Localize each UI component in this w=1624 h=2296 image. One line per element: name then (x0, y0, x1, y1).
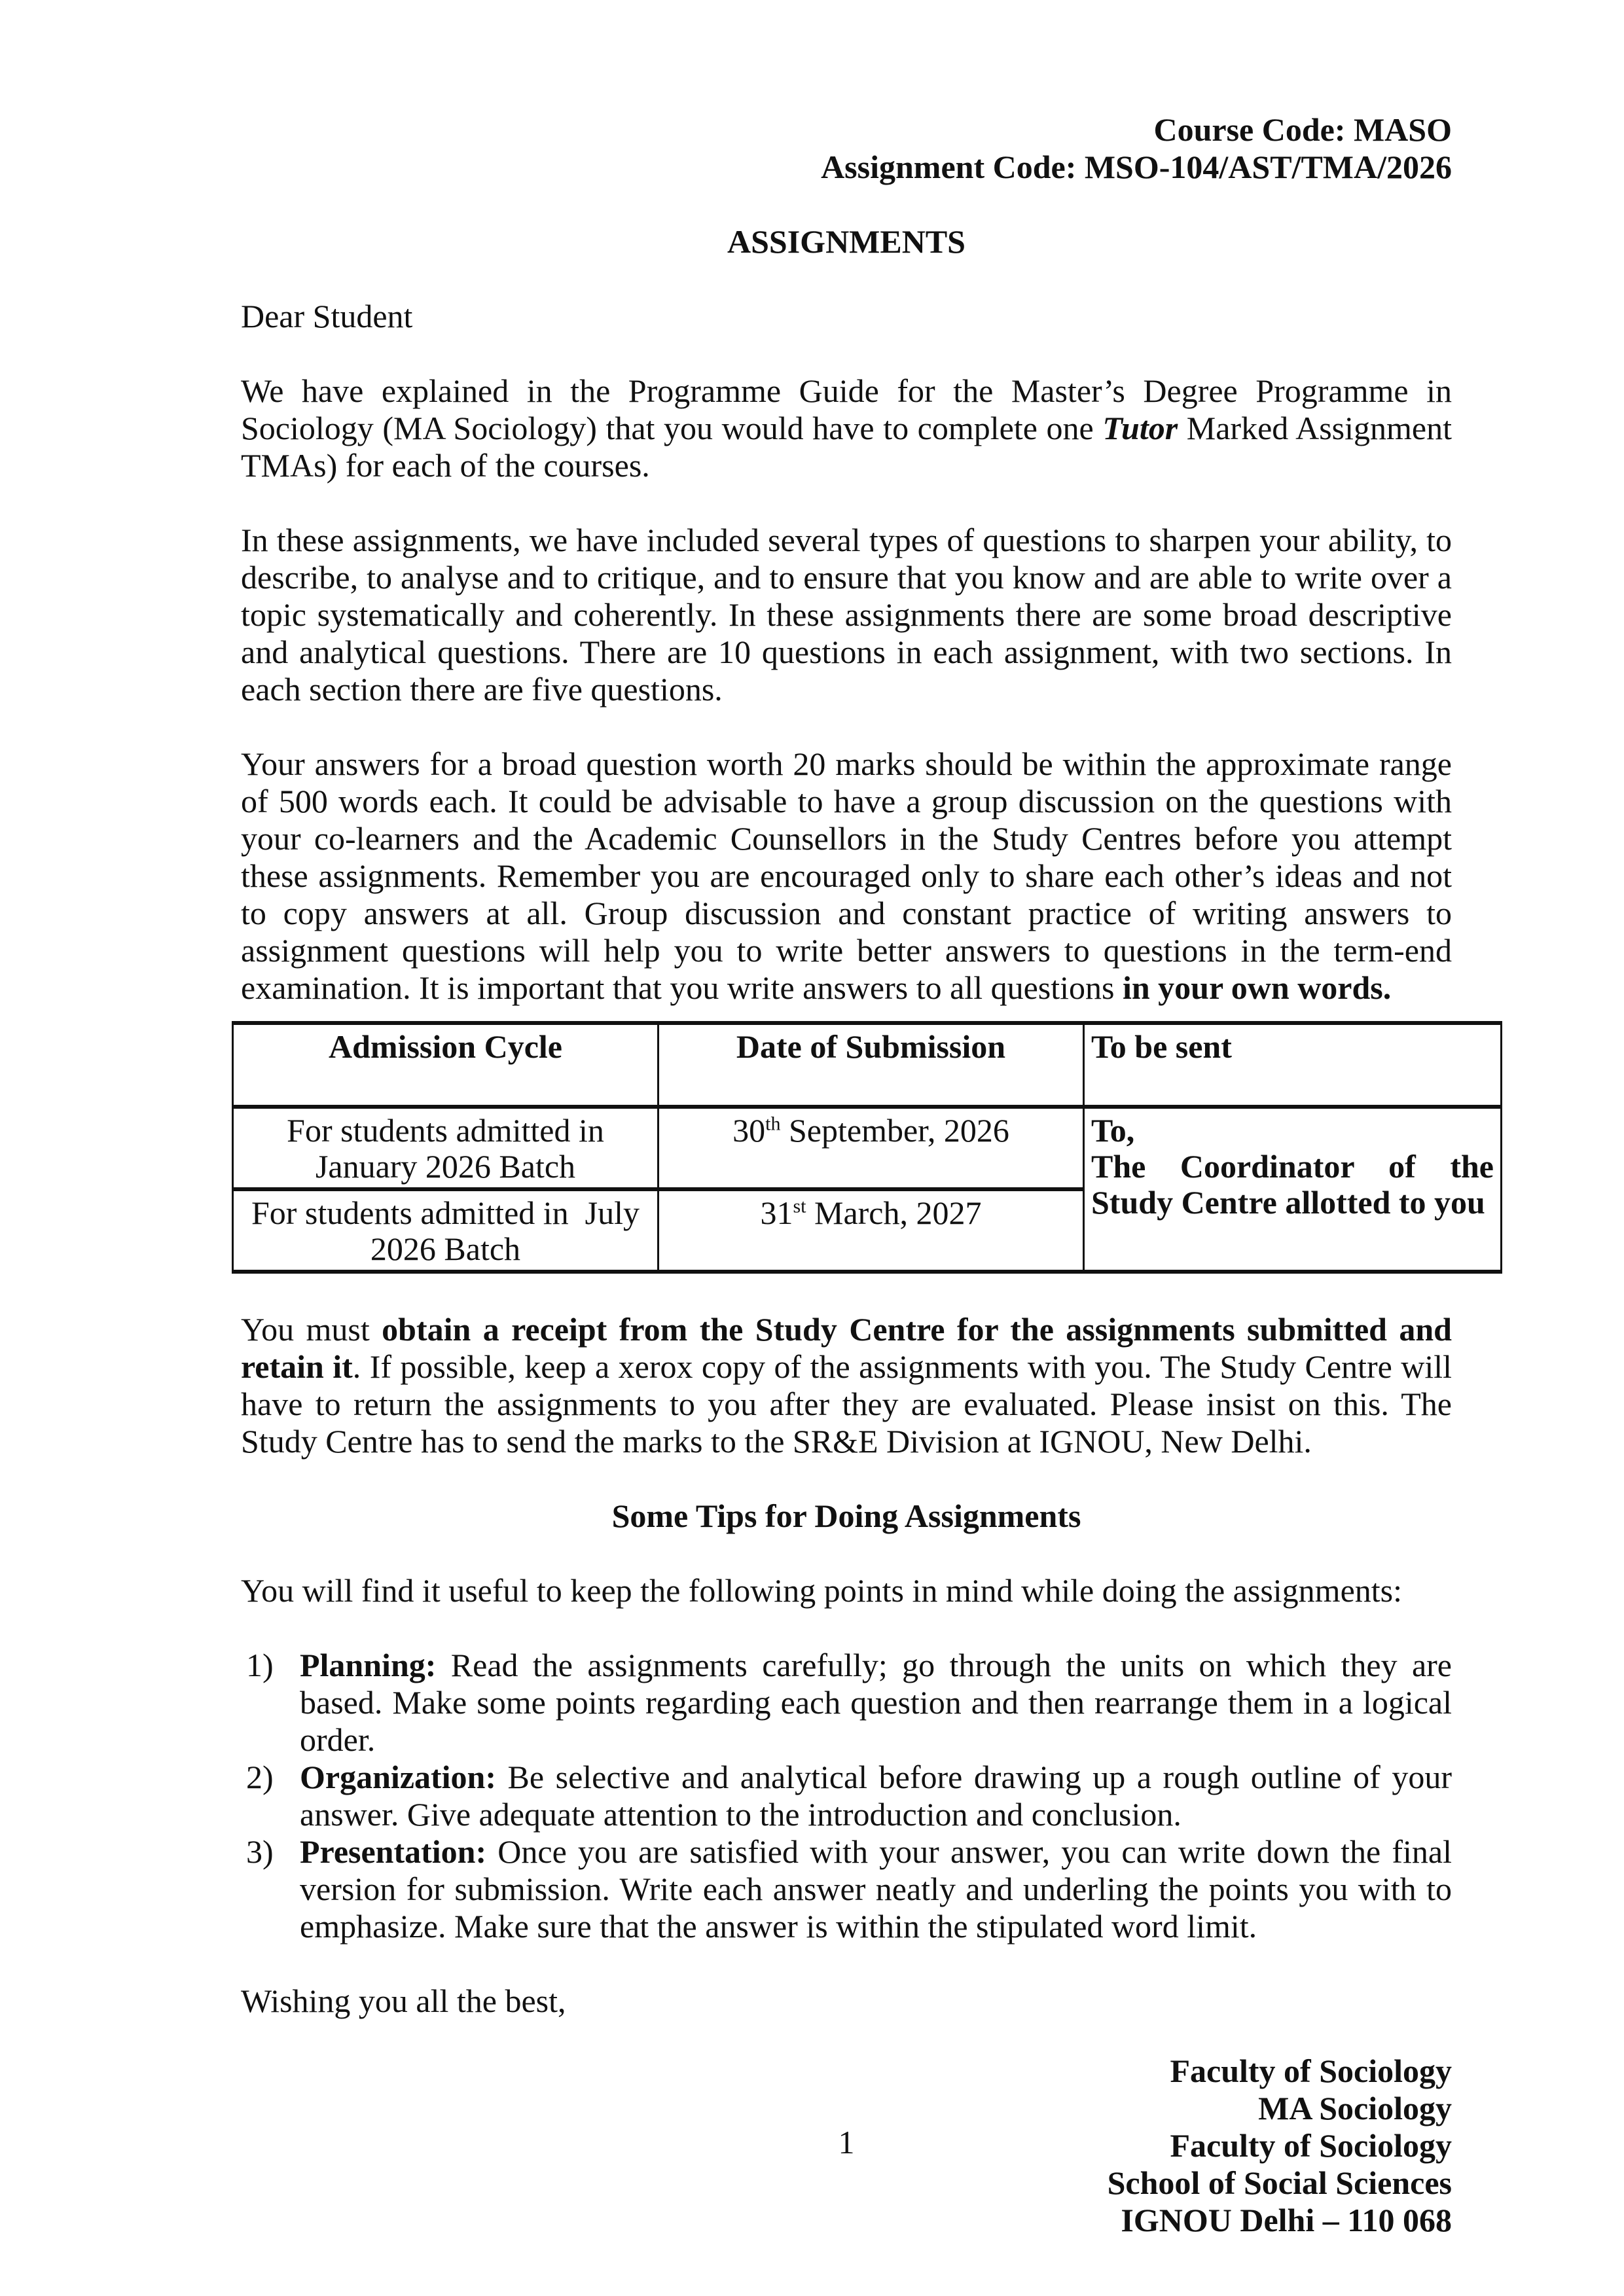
date-ordinal: th (765, 1113, 781, 1135)
document-header (241, 111, 1452, 186)
signature-line: School of Social Sciences (1107, 2164, 1452, 2201)
table-header-row (233, 1023, 1502, 1107)
header-admission-cycle: Admission Cycle (233, 1023, 659, 1107)
tips-intro: You will find it useful to keep the following points in mind while doing the assignments: (241, 1572, 1402, 1609)
date-day: 31 (760, 1194, 793, 1231)
cell-date-march (659, 1189, 1084, 1272)
tip-number: 1) (246, 1647, 274, 1683)
paragraph-answer-guidance: Your answers for a broad question worth 20 marks should be within the approximate range of 500 words each. It could be advisable to have a group discussion on the questions with your co-learners and the Academic Counsellors in the Study Centres before you attempt these assignments. Remember you are encouraged only to share each other’s ideas and not to copy answers at all. Group discussion and constant practice of writing answers to assignment questions will help you to write better answers to questions in the term-end examination. It is important that you write answers to all questions in your own words. (241, 745, 1452, 1006)
tips-heading: Some Tips for Doing Assignments (611, 1498, 1081, 1534)
tip-item-presentation (241, 1833, 1452, 1945)
tip-number: 3) (246, 1833, 274, 1870)
signature-line: Faculty of Sociology (1170, 2127, 1452, 2164)
tip-text: Organization: Be selective and analytical before drawing up a rough outline of your answer. Give adequate attention to the introduction and conclusion. (300, 1759, 1452, 1833)
header-to-be-sent: To be sent (1084, 1023, 1502, 1107)
date-rest: September, 2026 (780, 1112, 1009, 1149)
closing-line: Wishing you all the best, (241, 1982, 566, 2019)
cycle-line: For students admitted in (287, 1112, 604, 1149)
table-row (233, 1107, 1502, 1189)
date-ordinal: st (793, 1195, 806, 1217)
signature-line: MA Sociology (1258, 2090, 1452, 2126)
page-number: 1 (838, 2124, 855, 2161)
signature-line: IGNOU Delhi – 110 068 (1121, 2202, 1452, 2238)
submission-table (232, 1021, 1502, 1274)
tip-text: Planning: Read the assignments carefully; go through the units on which they are based. Make some points regarding each question and then rearrange them in a logical order. (300, 1647, 1452, 1758)
signature-line: Faculty of Sociology (1170, 2053, 1452, 2089)
cell-cycle-july (233, 1189, 659, 1272)
date-rest: March, 2027 (806, 1194, 982, 1231)
to-line: To, (1091, 1112, 1135, 1149)
paragraph-receipt: You must obtain a receipt from the Study Centre for the assignments submitted and retain it. If possible, keep a xerox copy of the assignments with you. The Study Centre will have to return the assignments to you after they are evaluated. Please insist on this. The Study Centre has to send the marks to the SR&E Division at IGNOU, New Delhi. (241, 1311, 1452, 1460)
cycle-line: 2026 Batch (370, 1230, 521, 1267)
date-day: 30 (732, 1112, 766, 1149)
page-title: ASSIGNMENTS (727, 223, 965, 260)
cell-cycle-january (233, 1107, 659, 1189)
tip-item-planning (241, 1647, 1452, 1759)
assignment-code-line: Assignment Code: MSO-104/AST/TMA/2026 (821, 149, 1452, 185)
tip-text: Presentation: Once you are satisfied with your answer, you can write down the final version for submission. Write each answer neatly and underling the points you with to emphasize. Make sure that the answer is within the stipulated word limit. (300, 1833, 1452, 1945)
header-date-of-submission: Date of Submission (659, 1023, 1084, 1107)
cell-date-september (659, 1107, 1084, 1189)
tips-list (241, 1647, 1452, 1945)
course-code-line: Course Code: MASO (1153, 111, 1452, 148)
cycle-line: January 2026 Batch (315, 1148, 576, 1185)
cell-to-be-sent (1084, 1107, 1502, 1272)
tip-number: 2) (246, 1759, 274, 1795)
tip-item-organization (241, 1759, 1452, 1833)
document-content (241, 111, 1494, 2239)
paragraph-intro: We have explained in the Programme Guide for the Master’s Degree Programme in Sociology (MA Sociology) that you would have to complete one Tutor Marked Assignment TMAs) for each of the courses. (241, 372, 1452, 484)
salutation: Dear Student (241, 298, 413, 334)
cycle-line: For students admitted in July (251, 1194, 640, 1231)
paragraph-question-types: In these assignments, we have included several types of questions to sharpen your ability, to describe, to analyse and to critique, and to ensure that you know and are able to write over a topic systematically and coherently. In these assignments there are some broad descriptive and analytical questions. There are 10 questions in each assignment, with two sections. In each section there are five questions. (241, 522, 1452, 708)
coordinator-line: The Coordinator of the Study Centre allotted to you (1091, 1148, 1494, 1221)
